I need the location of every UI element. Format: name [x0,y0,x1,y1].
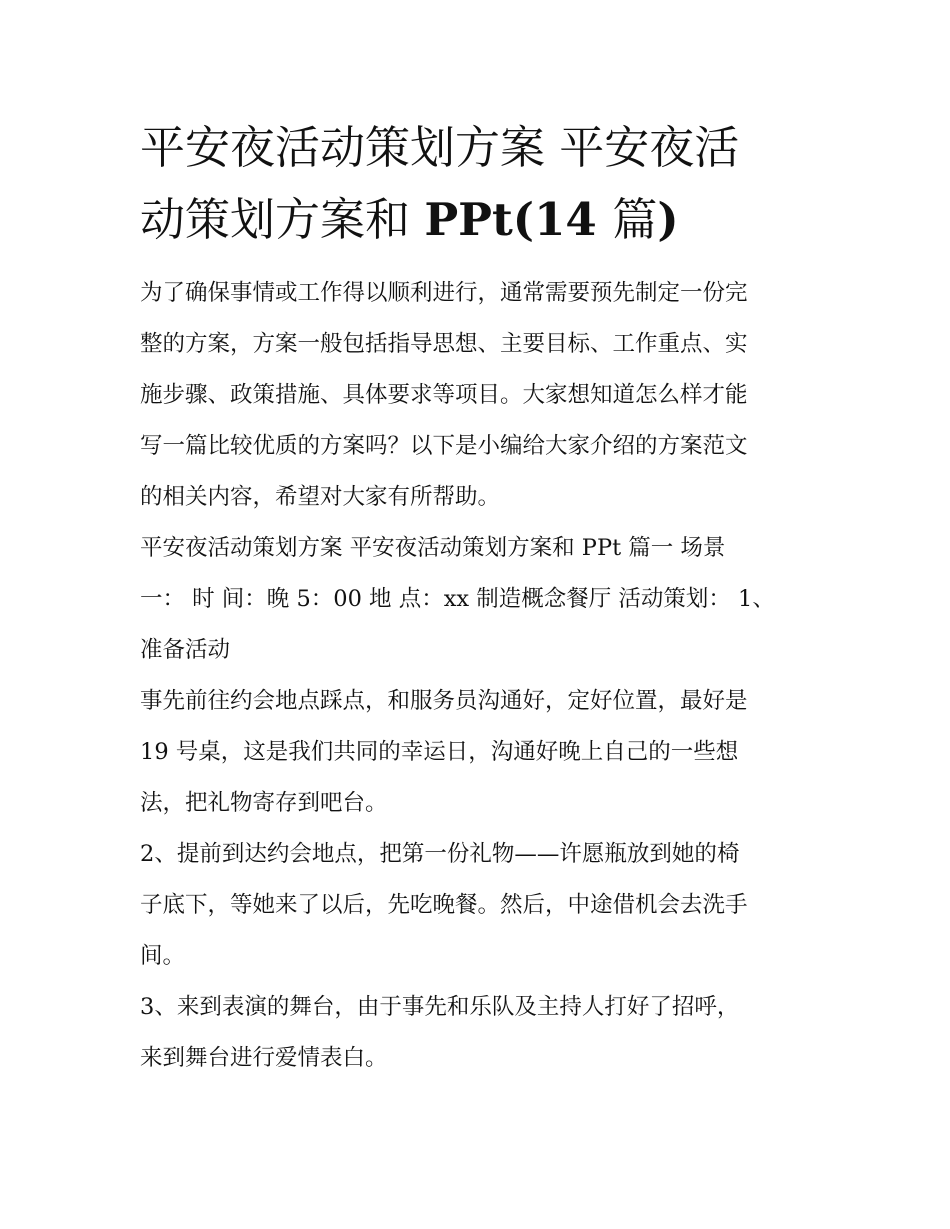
intro-paragraph [140,268,820,523]
step-1-line: 19 号桌，这是我们共同的幸运日，沟通好晚上自己的一些想 [140,739,739,765]
title-line-2-bold: PPt(14 [424,193,613,246]
section-line: 准备活动 [140,637,231,663]
intro-line: 整的方案，方案一般包括指导思想、主要目标、工作重点、实 [140,331,748,357]
step-2-line: 2、提前到达约会地点，把第一份礼物——许愿瓶放到她的椅 [140,841,740,867]
step-2-line: 子底下，等她来了以后，先吃晚餐。然后，中途借机会去洗手 [140,892,748,918]
section-heading-paragraph [140,523,820,676]
title-line-1: 平安夜活动策划方案 平安夜活 [140,121,740,174]
title-line-2-suffix: ) [657,193,679,246]
document-title [140,112,820,256]
title-line-2-prefix: 动策划方案和 [140,193,425,246]
step-3-line: 3、来到表演的舞台，由于事先和乐队及主持人打好了招呼， [140,994,740,1020]
section-line: 一： 时 间：晚 5：00 地 点：xx 制造概念餐厅 活动策划： 1、 [140,586,775,612]
intro-line: 写一篇比较优质的方案吗？以下是小编给大家介绍的方案范文 [140,433,748,459]
step-1-paragraph [140,676,820,829]
step-2-line: 间。 [140,943,186,969]
section-line: 平安夜活动策划方案 平安夜活动策划方案和 PPt 篇一 场景 [140,535,726,561]
step-1-line: 事先前往约会地点踩点，和服务员沟通好，定好位置，最好是 [140,688,748,714]
step-3-line: 来到舞台进行爱情表白。 [140,1045,388,1071]
intro-line: 为了确保事情或工作得以顺利进行，通常需要预先制定一份完 [140,280,748,306]
step-1-line: 法，把礼物寄存到吧台。 [140,790,388,816]
step-3-paragraph [140,982,820,1084]
document-page [140,112,820,1084]
title-line-2-cjk: 篇 [612,193,658,246]
intro-line: 施步骤、政策措施、具体要求等项目。大家想知道怎么样才能 [140,382,748,408]
step-2-paragraph [140,829,820,982]
title-line-2 [140,184,820,256]
intro-line: 的相关内容，希望对大家有所帮助。 [140,484,501,510]
